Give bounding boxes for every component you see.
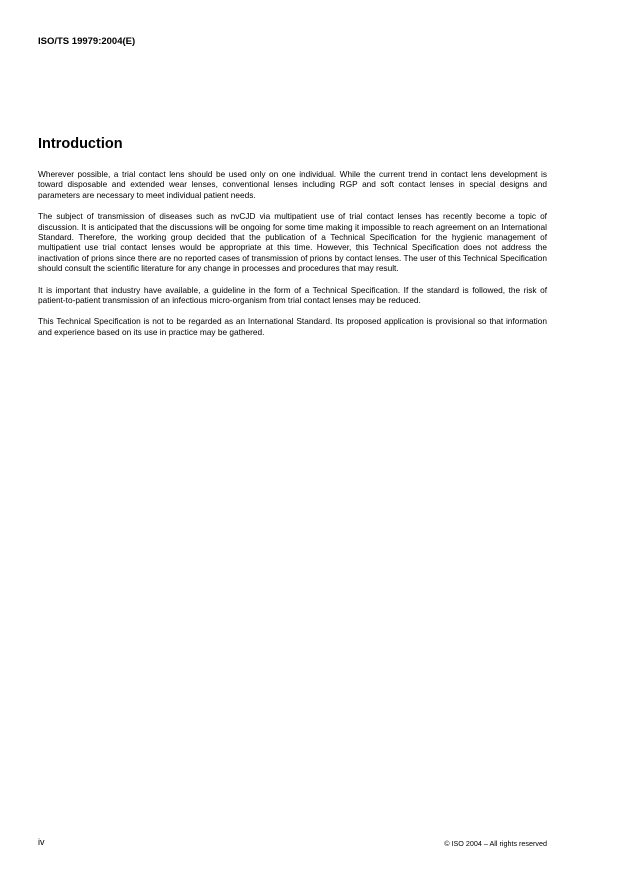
copyright-notice: © ISO 2004 – All rights reserved [444, 839, 547, 848]
introduction-body [38, 169, 547, 348]
paragraph: The subject of transmission of diseases such as nvCJD via multipatient use of trial contact lenses has recently become a topic of discussion. It is anticipated that the discussions will be ongoing for some time making it impossible to reach agreement on an International Standard. Therefore, the working group decided that the publication of a Technical Specification for the hygienic management of multipatient use trial contact lenses would be appropriate at this time. However, this Technical Specification does not address the inactivation of prions since there are no reported cases of transmission of prions by contact lenses. The user of this Technical Specification should consult the scientific literature for any change in processes and procedures that may result. [38, 211, 547, 274]
page-number: iv [38, 837, 45, 847]
paragraph: Wherever possible, a trial contact lens should be used only on one individual. While the current trend in contact lens development is toward disposable and extended wear lenses, conventional lenses including RGP and soft contact lenses in special designs and parameters are necessary to meet individual patient needs. [38, 169, 547, 200]
paragraph: It is important that industry have available, a guideline in the form of a Technical Specification. If the standard is followed, the risk of patient-to-patient transmission of an infectious micro-organism from trial contact lenses may be reduced. [38, 284, 547, 306]
document-id: ISO/TS 19979:2004(E) [38, 36, 136, 47]
paragraph: This Technical Specification is not to be regarded as an International Standard. Its proposed application is provisional so that information and experience based on its use in practice may be gathered. [38, 316, 547, 337]
section-title: Introduction [38, 136, 123, 152]
